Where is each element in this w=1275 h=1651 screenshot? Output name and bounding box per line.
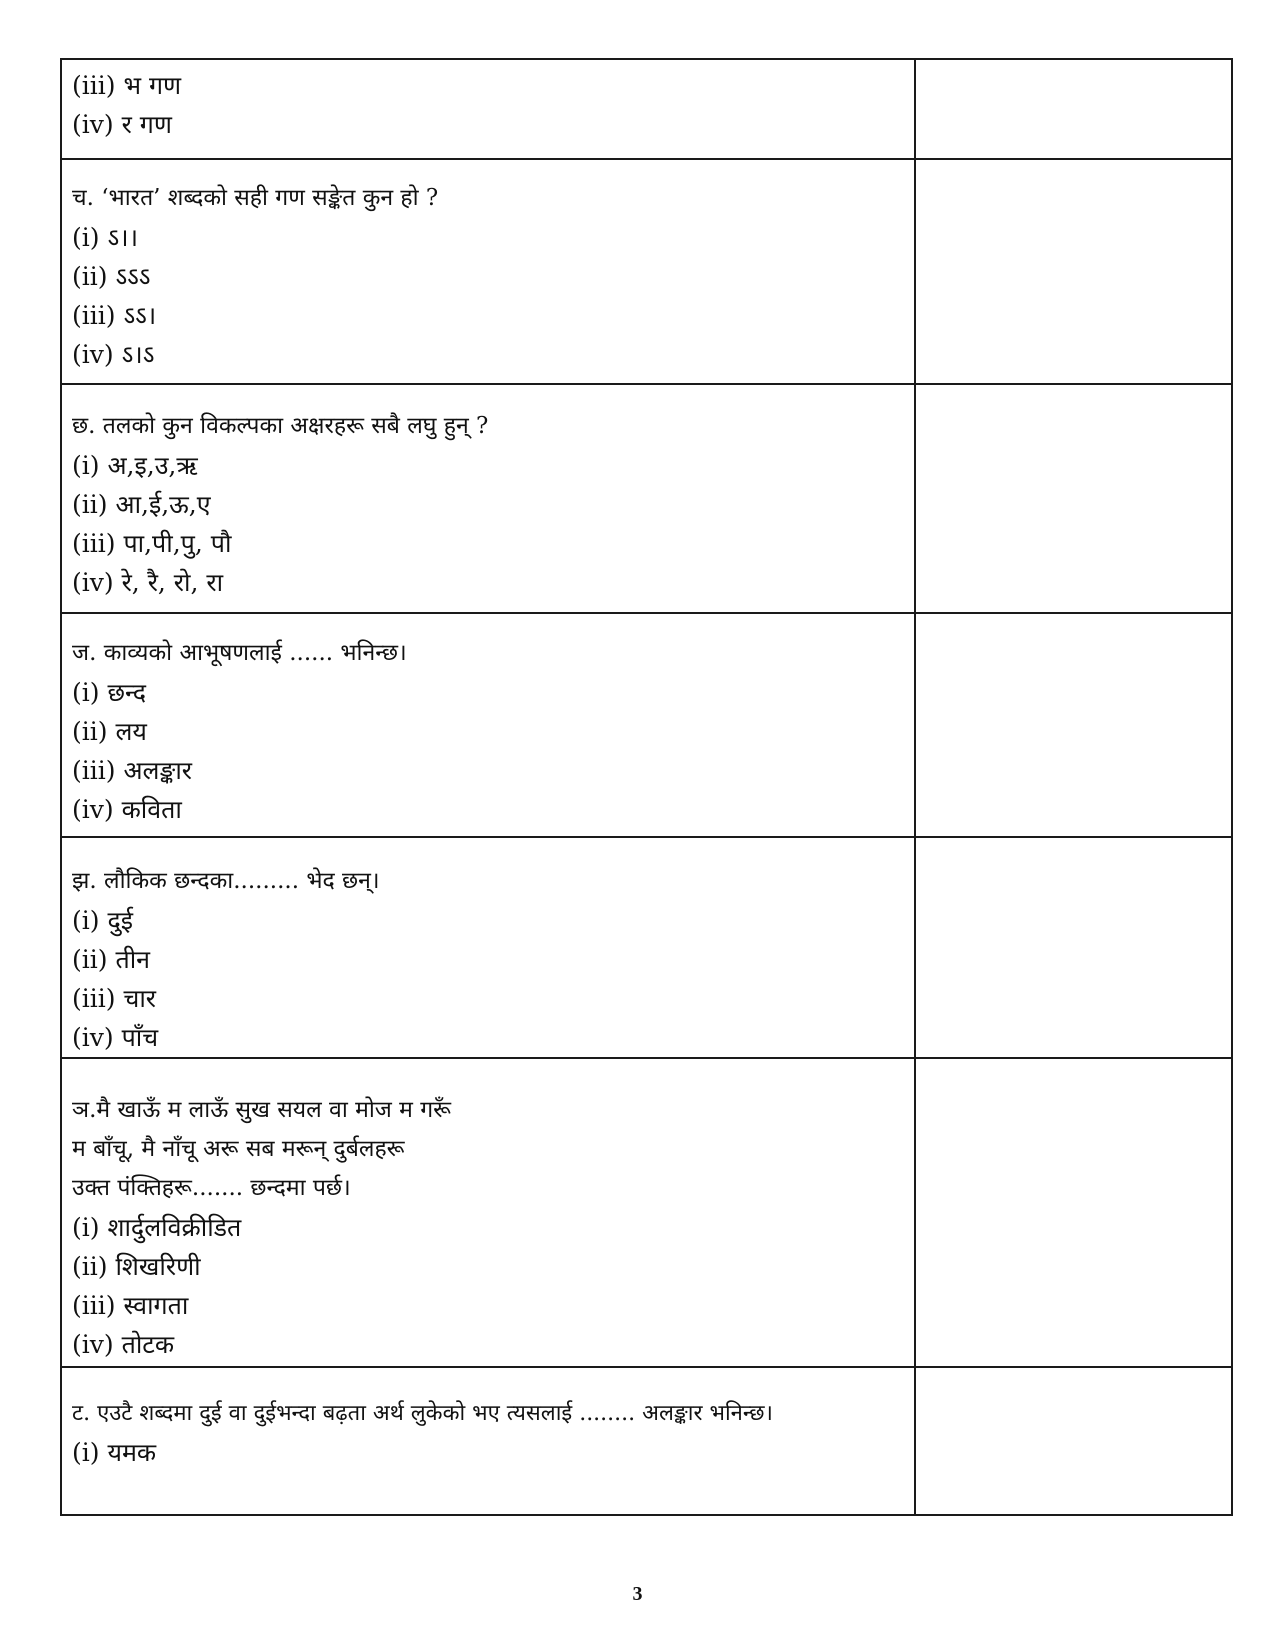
- option-ii: (ii) ऽऽऽ: [72, 262, 151, 291]
- verse-line: म बाँचू, मै नाँचू अरू सब मरून् दुर्बलहरू: [72, 1136, 405, 1162]
- answer-cell: [915, 1367, 1232, 1515]
- answer-cell: [915, 59, 1232, 159]
- option-ii: (ii) आ,ई,ऊ,ए: [72, 490, 211, 519]
- option-iii: (iii) अलङ्कार: [72, 756, 193, 785]
- option-ii: (ii) तीन: [72, 945, 151, 974]
- option-i: (i) यमक: [72, 1438, 157, 1467]
- option-i: (i) शार्दुलविक्रीडित: [72, 1213, 242, 1242]
- option-iii: (iii) ऽऽ।: [72, 301, 157, 330]
- question-text: छ. तलको कुन विकल्पका अक्षरहरू सबै लघु हुन् ?: [72, 413, 489, 439]
- question-text: ञ.मै खाऊँ म लाऊँ सुख सयल वा मोज म गरूँ: [72, 1097, 452, 1123]
- option-iv: (iv) ऽ।ऽ: [72, 340, 155, 369]
- question-text: ज. काव्यको आभूषणलाई ...... भनिन्छ।: [72, 640, 407, 666]
- question-cell: [61, 1367, 915, 1515]
- option-iv: (iv) र गण: [72, 110, 172, 139]
- question-text: च. ‘भारत’ शब्दको सही गण सङ्केत कुन हो ?: [72, 185, 439, 211]
- question-cell: [61, 159, 915, 384]
- answer-cell: [915, 613, 1232, 837]
- question-cell: [61, 837, 915, 1058]
- question-row: [61, 159, 1232, 384]
- question-row: [61, 384, 1232, 613]
- option-iv: (iv) कविता: [72, 795, 182, 824]
- option-iii: (iii) भ गण: [72, 71, 182, 100]
- option-iv: (iv) तोटक: [72, 1330, 175, 1359]
- option-iii: (iii) चार: [72, 984, 157, 1013]
- option-i: (i) अ,इ,उ,ऋ: [72, 451, 198, 480]
- option-i: (i) छन्द: [72, 678, 146, 707]
- question-cell: [61, 59, 915, 159]
- answer-cell: [915, 1058, 1232, 1367]
- question-cell: [61, 384, 915, 613]
- question-row: [61, 59, 1232, 159]
- option-iv: (iv) रे, रै, रो, रा: [72, 568, 224, 597]
- answer-cell: [915, 384, 1232, 613]
- option-iii: (iii) पा,पी,पु, पौ: [72, 529, 232, 558]
- question-text: ट. एउटै शब्दमा दुई वा दुईभन्दा बढ़ता अर्थ लुकेको भए त्यसलाई ........ अलङ्कार भनिन्छ।: [72, 1401, 773, 1426]
- question-row: [61, 1367, 1232, 1515]
- option-iii: (iii) स्वागता: [72, 1291, 189, 1320]
- question-text: उक्त पंक्तिहरू....... छन्दमा पर्छ।: [72, 1175, 351, 1201]
- question-cell: [61, 613, 915, 837]
- answer-cell: [915, 837, 1232, 1058]
- question-row: [61, 837, 1232, 1058]
- option-ii: (ii) लय: [72, 717, 147, 746]
- question-cell: [61, 1058, 915, 1367]
- question-text: झ. लौकिक छन्दका......... भेद छन्।: [72, 868, 380, 894]
- option-i: (i) दुई: [72, 906, 133, 935]
- option-i: (i) ऽ।।: [72, 223, 139, 252]
- option-iv: (iv) पाँच: [72, 1023, 159, 1052]
- option-ii: (ii) शिखरिणी: [72, 1252, 201, 1281]
- page-number: 3: [632, 1583, 643, 1605]
- question-table: [60, 58, 1233, 1516]
- answer-cell: [915, 159, 1232, 384]
- question-row: [61, 1058, 1232, 1367]
- question-row: [61, 613, 1232, 837]
